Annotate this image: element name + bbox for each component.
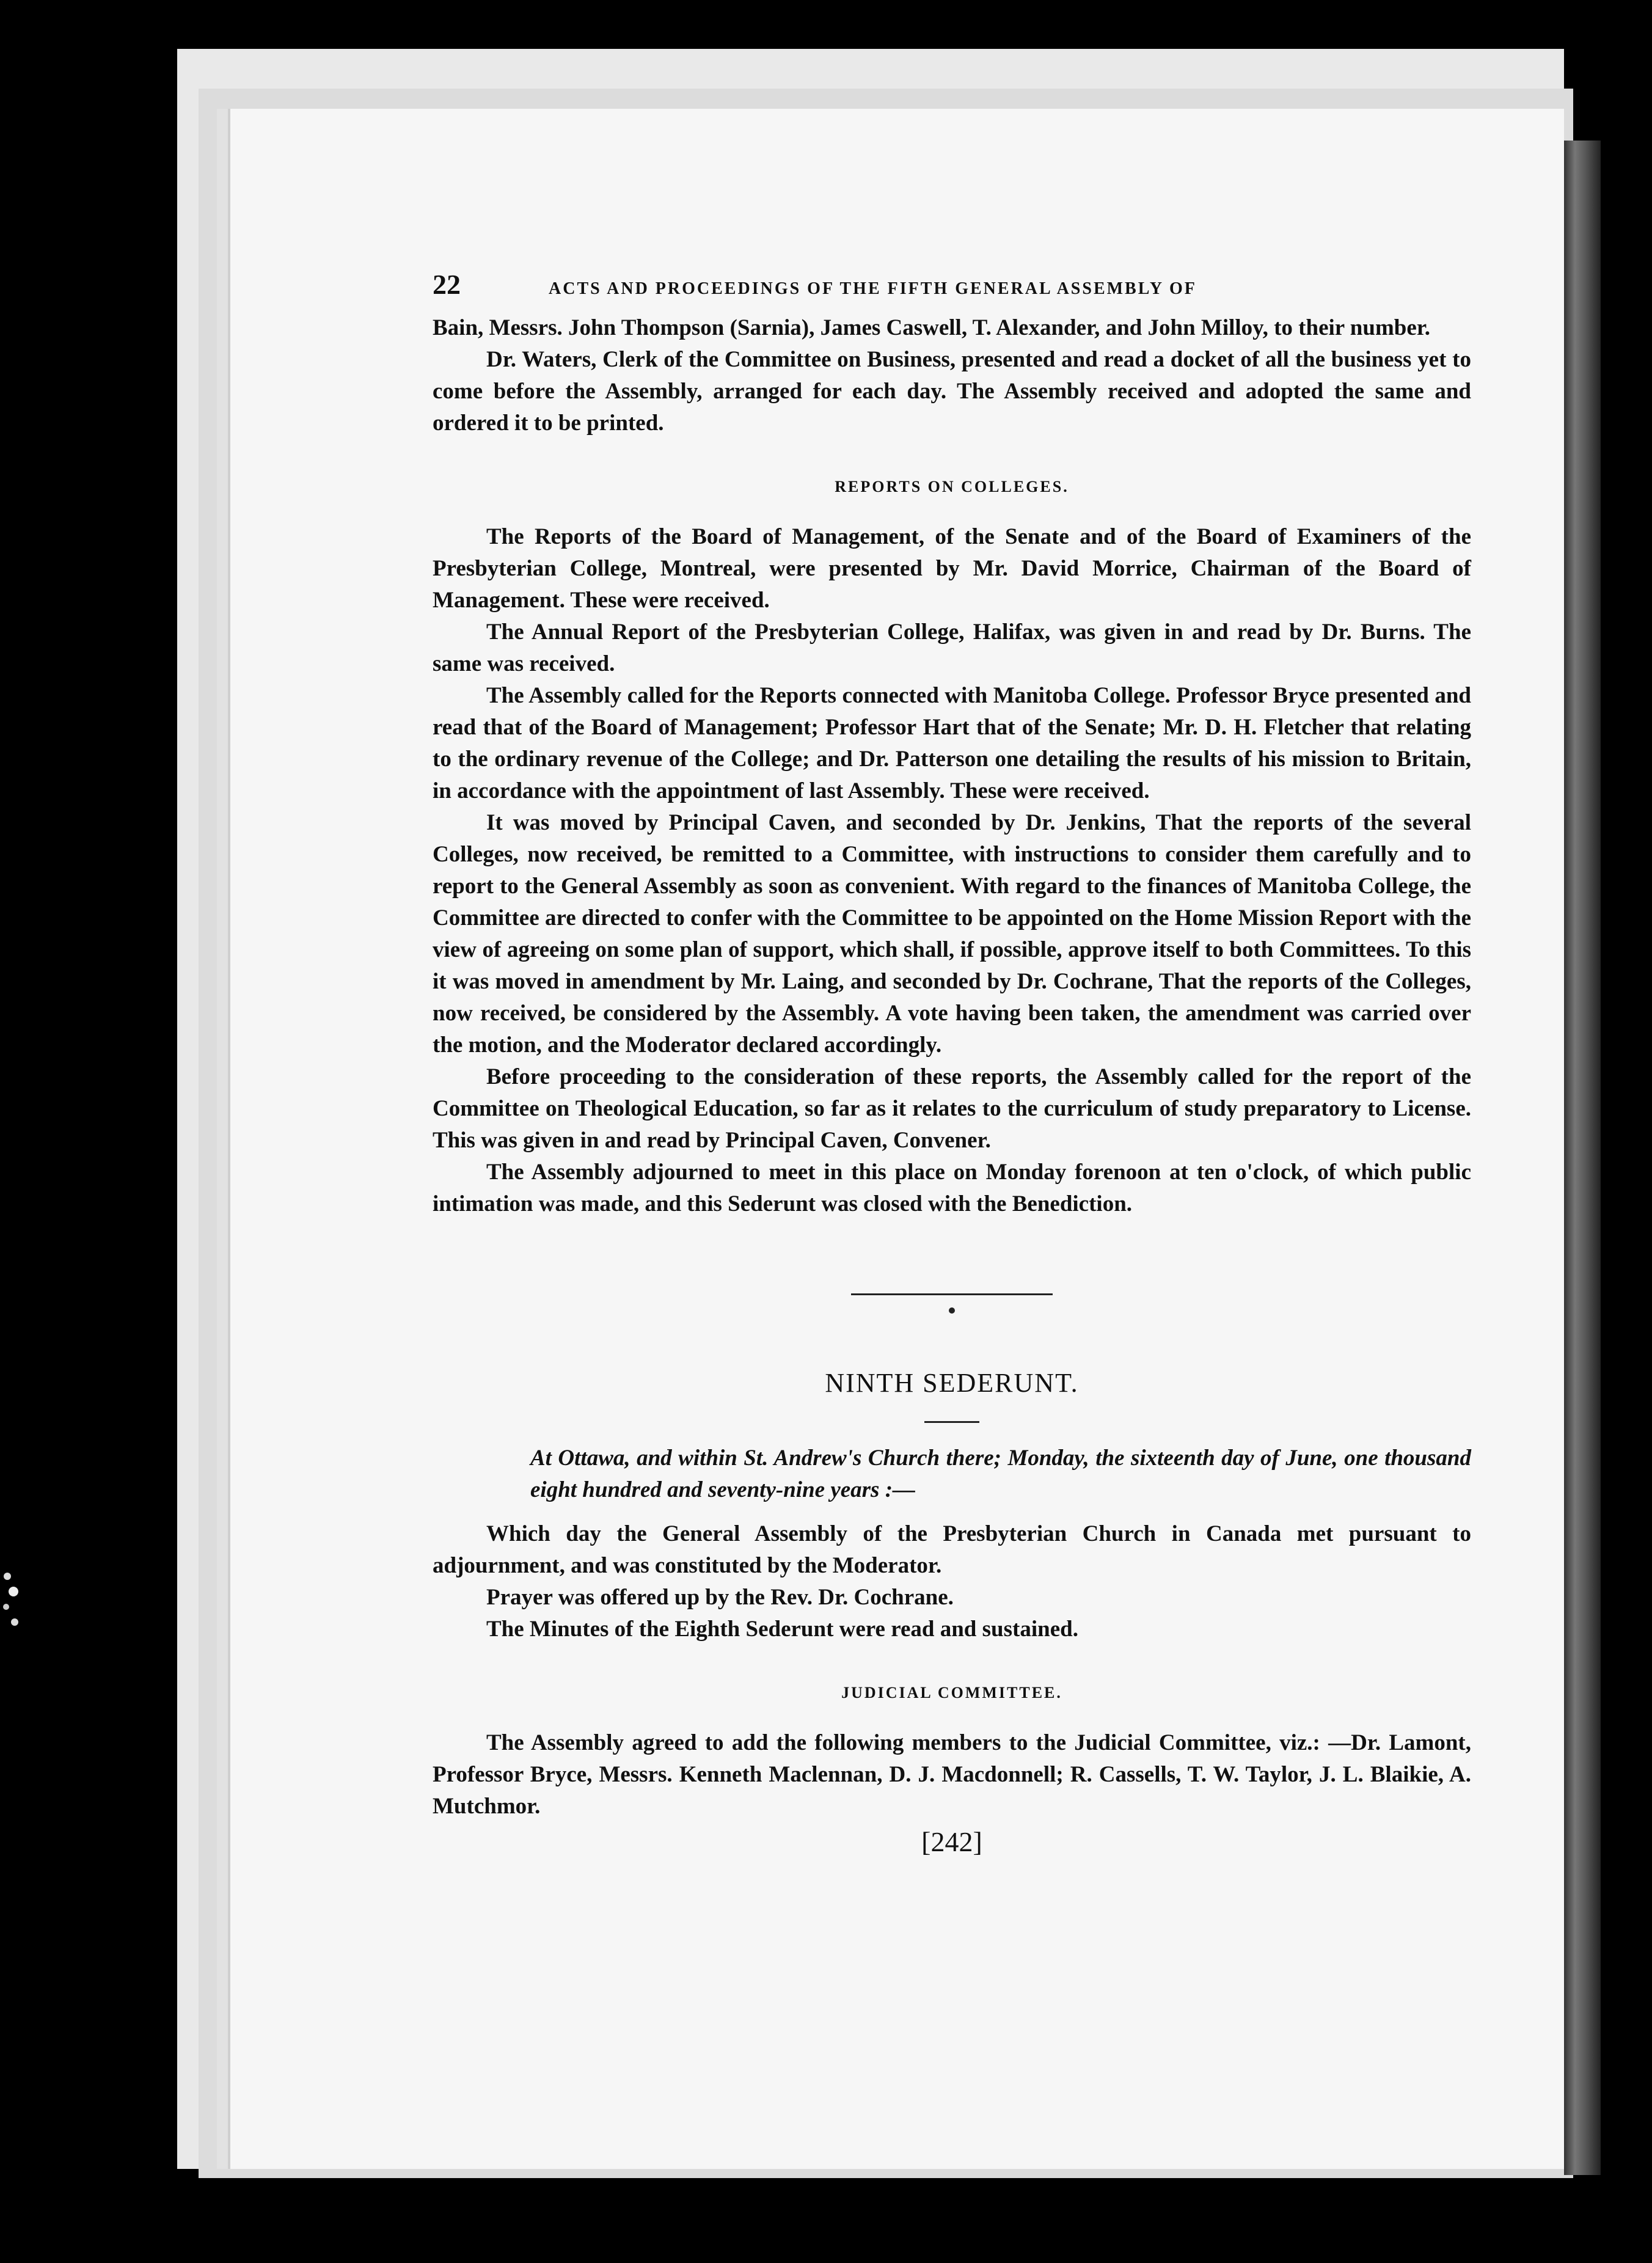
section-heading-reports: REPORTS ON COLLEGES. <box>835 478 1069 495</box>
page-content <box>433 269 1471 1858</box>
running-title: ACTS AND PROCEEDINGS OF THE FIFTH GENERAL ASSEMBLY OF <box>549 279 1197 298</box>
paragraph-minutes: The Minutes of the Eighth Sederunt were read and sustained. <box>486 1617 1078 1642</box>
sederunt-title: NINTH SEDERUNT. <box>825 1368 1079 1398</box>
page-number: 22 <box>433 269 461 300</box>
scan-speck-marks <box>0 1564 24 1637</box>
paragraph-montreal: The Reports of the Board of Management, of the Senate and of the Board of Examiners of the Presbyterian College, Montreal, were presented by Mr. David Morrice, Chairman of the Board of Management. These were received. <box>433 524 1471 613</box>
dateline: At Ottawa, and within St. Andrew's Church there; Monday, the sixteenth day of June, one thousand eight hundred and seventy-nine years :— <box>530 1446 1471 1502</box>
title-rule <box>924 1421 979 1423</box>
divider-dot <box>949 1307 955 1314</box>
running-head <box>433 269 1471 305</box>
bracket-page-number: [242] <box>921 1826 982 1857</box>
paragraph-docket: Dr. Waters, Clerk of the Committee on Business, presented and read a docket of all the business yet to come before the Assembly, arranged for each day. The Assembly received and adopted the same and ordered it to be printed. <box>433 347 1471 436</box>
paragraph-halifax: The Annual Report of the Presbyterian College, Halifax, was given in and read by Dr. Burns. The same was received. <box>433 620 1471 676</box>
paragraph-manitoba: The Assembly called for the Reports connected with Manitoba College. Professor Bryce presented and read that of the Board of Management; Professor Hart that of the Senate; Mr. D. H. Fletcher that relating to the ordinary revenue of the College; and Dr. Patterson one detailing the results of his mission to Britain, in accordance with the appointment of last Assembly. These were received. <box>433 683 1471 803</box>
section-divider-rule <box>851 1293 1053 1295</box>
binding-edge <box>1564 141 1601 2175</box>
paragraph-adjourned: The Assembly adjourned to meet in this place on Monday forenoon at ten o'clock, of which public intimation was made, and this Sederunt was closed with the Benediction. <box>433 1160 1471 1216</box>
paragraph-continued: Bain, Messrs. John Thompson (Sarnia), James Caswell, T. Alexander, and John Milloy, to their number. <box>433 315 1431 340</box>
section-heading-judicial: JUDICIAL COMMITTEE. <box>841 1684 1062 1702</box>
paragraph-theological: Before proceeding to the consideration of these reports, the Assembly called for the report of the Committee on Theological Education, so far as it relates to the curriculum of study preparatory to License. This was given in and read by Principal Caven, Convener. <box>433 1064 1471 1153</box>
paragraph-prayer: Prayer was offered up by the Rev. Dr. Cochrane. <box>486 1585 954 1610</box>
paragraph-met: Which day the General Assembly of the Presbyterian Church in Canada met pursuant to adjournment, and was constituted by the Moderator. <box>433 1521 1471 1578</box>
paragraph-motion: It was moved by Principal Caven, and seconded by Dr. Jenkins, That the reports of the several Colleges, now received, be remitted to a Committee, with instructions to consider them carefully and to report to the General Assembly as soon as convenient. With regard to the finances of Manitoba College, the Committee are directed to confer with the Committee to be appointed on the Home Mission Report with the view of agreeing on some plan of support, which shall, if possible, approve itself to both Committees. To this it was moved in amendment by Mr. Laing, and seconded by Dr. Cochrane, That the reports of the Colleges, now received, be considered by the Assembly. A vote having been taken, the amendment was carried over the motion, and the Moderator declared accordingly. <box>433 810 1471 1058</box>
paragraph-judicial: The Assembly agreed to add the following members to the Judicial Committee, viz.: —Dr. Lamont, Professor Bryce, Messrs. Kenneth Maclennan, D. J. Macdonnell; R. Cassells, T. W. Taylor, J. L. Blaikie, A. Mutchmor. <box>433 1730 1471 1819</box>
